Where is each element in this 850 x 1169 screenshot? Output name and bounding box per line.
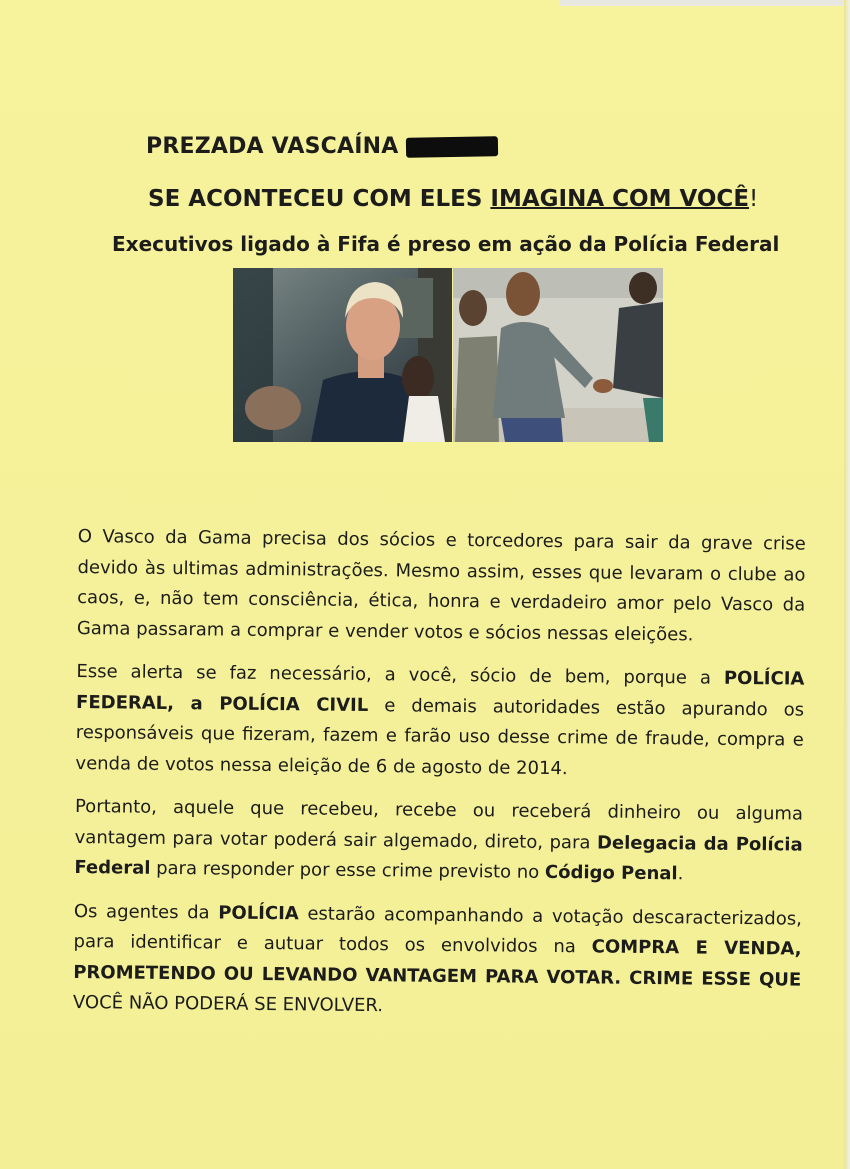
headline	[148, 186, 758, 212]
p4-bold-policia: POLÍCIA	[218, 901, 299, 924]
paragraph-2	[75, 657, 804, 787]
p2-text-2: e demais autoridades estão apurando os responsáveis que fizeram, fazem e farão uso desse crime de fraude, compra e venda de votos nessa eleição de 6 de agosto de 2014.	[75, 694, 805, 779]
p2-bold-police: POLÍCIA FEDERAL, a POLÍCIA CIVIL	[76, 667, 805, 716]
p4-text-2: estarão acompanhando a votação descaracterizados, para identificar e autuar todos os envolvidos na	[73, 902, 802, 958]
p4-text-4: VOCÊ NÃO PODERÁ SE ENVOLVER.	[72, 991, 384, 1017]
photo-left-illustration	[233, 268, 452, 442]
headline-start: SE ACONTECEU COM ELES	[148, 186, 491, 212]
greeting-line	[146, 134, 498, 159]
paragraph-4	[73, 896, 802, 1026]
p3-bold-delegacia: Delegacia da Polícia Federal	[74, 831, 803, 879]
p3-text-1: Portanto, aquele que recebeu, recebe ou receberá dinheiro ou alguma vantagem para votar poderá sair algemado, direto, para	[74, 795, 804, 853]
paragraph-3	[74, 792, 803, 891]
photo-right-illustration	[453, 268, 663, 442]
p4-text-1: Os agentes da	[73, 900, 219, 923]
p4-bold-crime: COMPRA E VENDA, PROMETENDO OU LEVANDO VANTAGEM PARA VOTAR. CRIME ESSE QUE	[73, 936, 802, 991]
p3-text-3: .	[677, 863, 684, 885]
p3-text-2: para responder por esse crime previsto no	[150, 857, 546, 883]
headline-exclamation: !	[749, 186, 759, 212]
paragraph-1: O Vasco da Gama precisa dos sócios e torcedores para sair da grave crise devido às ultimas administrações. Mesmo assim, esses que levaram o clube ao caos, e, não tem consciência, ética, honra e verdadeiro amor pelo Vasco da Gama passaram a comprar e vender votos e sócios nessas eleições.	[76, 525, 806, 645]
subheadline: Executivos ligado à Fifa é preso em ação da Polícia Federal	[112, 232, 780, 256]
scan-edge-right	[844, 0, 850, 1169]
greeting-text: PREZADA VASCAÍNA	[146, 134, 399, 159]
headline-underlined: IMAGINA COM VOCÊ	[490, 186, 750, 212]
p3-bold-codigo: Código Penal	[544, 861, 678, 885]
photo-arrest-right	[453, 268, 663, 442]
redacted-name	[406, 136, 498, 158]
scan-edge-top	[560, 0, 850, 6]
p2-text-1: Esse alerta se faz necessário, a você, sócio de bem, porque a	[76, 660, 725, 689]
photo-arrest-left	[233, 268, 452, 442]
body-text	[73, 522, 806, 1039]
